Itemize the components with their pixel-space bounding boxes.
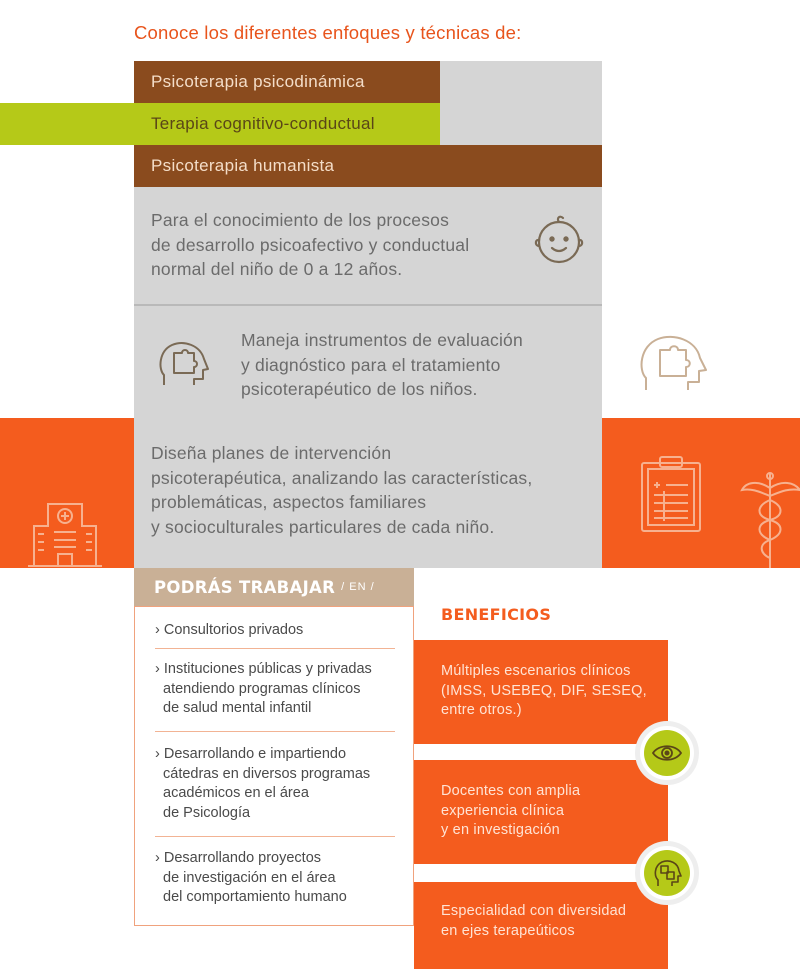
approach-label: Psicoterapia humanista [151,156,335,175]
hospital-icon [26,490,104,568]
clipboard-icon [640,455,702,533]
caduceus-icon [740,470,800,568]
benefits-title: BENEFICIOS [441,605,552,624]
objective-text-2: Maneja instrumentos de evaluación y diagnóstico para el tratamiento psicoterapéutico de los niños. [241,330,523,399]
approach-label: Terapia cognitivo-conductual [151,114,375,133]
divider [155,648,395,649]
benefit-text-1: Múltiples escenarios clínicos (IMSS, USEBEQ, DIF, SESEQ, entre otros.) [441,663,647,718]
list-item: › Instituciones públicas y privadas atendiendo programas clínicos de salud mental infantil [155,661,372,716]
benefit-badge [640,846,694,900]
benefit-badge [640,726,694,780]
divider [155,731,395,732]
head-puzzle-icon [156,339,210,391]
benefit-text-2: Docentes con amplia experiencia clínica y en investigación [441,783,581,838]
work-header [134,568,414,606]
divider [155,836,395,837]
head-profile-icon [652,858,682,888]
benefit-text-3: Especialidad con diversidad en ejes terapeúticos [441,903,627,939]
work-subtitle: / EN / [341,581,375,593]
objective-text-3: Diseña planes de intervención psicoterapéutica, analizando las características, problemáticas, aspectos familiares y socioculturales particulares de cada niño. [151,443,533,537]
approach-humanista [134,145,602,187]
work-title: PODRÁS TRABAJAR [154,577,336,597]
approach-label: Psicoterapia psicodinámica [151,72,365,91]
eye-icon [651,741,683,765]
head-puzzle-icon [636,332,712,394]
approach-cognitivo-conductual [0,103,440,145]
approach-psicodinamica [134,61,440,103]
list-item: › Desarrollando proyectos de investigación en el área del comportamiento humano [155,850,347,905]
list-item: › Consultorios privados [155,622,304,638]
list-item: › Desarrollando e impartiendo cátedras en diversos programas académicos en el área de Psicología [155,746,371,821]
baby-face-icon [532,212,586,266]
objective-text-1: Para el conocimiento de los procesos de desarrollo psicoafectivo y conductual normal del niño de 0 a 12 años. [151,210,470,279]
intro-text: Conoce los diferentes enfoques y técnicas de: [134,22,522,43]
